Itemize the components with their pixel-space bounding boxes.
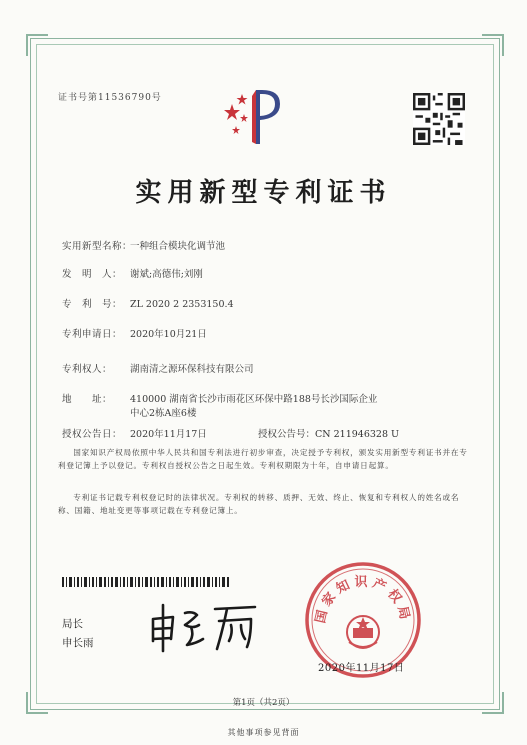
cnipa-logo-icon xyxy=(222,86,292,146)
paragraph-grant-statement: 国家知识产权局依照中华人民共和国专利法进行初步审查，决定授予专利权，颁发实用新型专利证书并在专利登记簿上予以登记。专利权自授权公告之日起生效。专利权期限为十年，自申请日起算。 xyxy=(58,448,468,470)
field-filing-date xyxy=(62,326,207,340)
page-number: 第1页（共2页） xyxy=(232,698,295,708)
patentee-label: 专利权人： xyxy=(62,364,113,375)
seal-date: 2020年11月17日 xyxy=(318,663,405,674)
corner-ornament-top-left xyxy=(26,34,48,56)
director-name: 申长雨 xyxy=(62,637,94,649)
certificate-title: 实用新型专利证书 xyxy=(135,178,392,208)
corner-ornament-top-right xyxy=(482,34,504,56)
paragraph-legal-status: 专利证书记载专利权登记时的法律状况。专利权的转移、质押、无效、终止、恢复和专利权人的姓名或名称、国籍、地址变更等事项记载在专利登记簿上。 xyxy=(58,493,460,515)
field-utility-model-name xyxy=(62,238,225,252)
address-line-2: 中心2栋A座6楼 xyxy=(130,408,197,419)
seal-text: 国家知识产权局 xyxy=(313,575,413,625)
address-label: 地 址： xyxy=(62,394,113,405)
field-inventor xyxy=(62,266,203,280)
utility-model-name-value: 一种组合模块化调节池 xyxy=(130,241,226,252)
grant-number-value: CN 211946328 U xyxy=(315,429,400,440)
grant-date-value: 2020年11月17日 xyxy=(130,429,207,440)
address-line-1: 410000 湖南省长沙市雨花区环保中路188号长沙国际企业 xyxy=(130,394,378,405)
inventor-label: 发 明 人： xyxy=(62,269,123,280)
filing-date-value: 2020年10月21日 xyxy=(130,329,207,340)
utility-model-name-label: 实用新型名称： xyxy=(62,241,133,252)
patentee-value: 湖南清之源环保科技有限公司 xyxy=(130,364,254,375)
certificate-number: 证书号第11536790号 xyxy=(58,93,162,103)
director-signature xyxy=(147,599,267,654)
grant-number-label: 授权公告号： xyxy=(258,429,316,440)
filing-date-label: 专利申请日： xyxy=(62,329,123,340)
grant-date-label: 授权公告日： xyxy=(62,429,123,440)
director-title: 局长 xyxy=(62,618,83,630)
footer-note: 其他事项参见背面 xyxy=(227,728,300,737)
field-address xyxy=(62,391,377,405)
barcode-icon xyxy=(62,577,230,587)
svg-text:国家知识产权局 xyxy=(312,574,412,625)
field-grant-number xyxy=(258,426,399,440)
field-patentee xyxy=(62,361,254,375)
field-patent-number xyxy=(62,296,234,310)
field-grant-date xyxy=(62,426,207,440)
inventor-value: 谢斌;高德伟;刘刚 xyxy=(130,269,203,280)
patent-number-value: ZL 2020 2 2353150.4 xyxy=(130,299,234,310)
qr-code-icon xyxy=(413,93,465,145)
patent-number-label: 专 利 号： xyxy=(62,299,123,310)
